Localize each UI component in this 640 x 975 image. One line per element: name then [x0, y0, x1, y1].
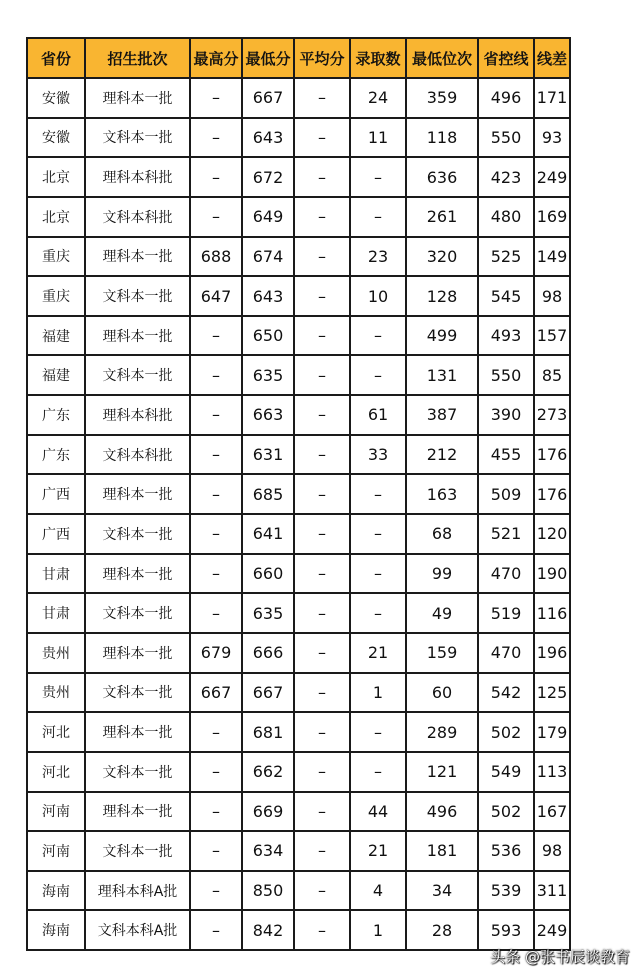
cell-control-line: 550	[478, 355, 534, 395]
cell-min-rank: 163	[406, 474, 478, 514]
cell-batch: 文科本科批	[85, 435, 190, 475]
cell-line-diff: 179	[534, 712, 570, 752]
cell-min-score: 663	[242, 395, 294, 435]
cell-avg-score: –	[294, 395, 350, 435]
cell-max-score: –	[190, 435, 242, 475]
cell-min-rank: 118	[406, 118, 478, 158]
cell-province: 河南	[27, 831, 85, 871]
header-province: 省份	[27, 38, 85, 78]
cell-avg-score: –	[294, 514, 350, 554]
cell-line-diff: 171	[534, 78, 570, 118]
cell-batch: 文科本一批	[85, 276, 190, 316]
cell-avg-score: –	[294, 554, 350, 594]
cell-batch: 文科本一批	[85, 355, 190, 395]
cell-admitted-count: –	[350, 554, 406, 594]
cell-min-score: 662	[242, 752, 294, 792]
cell-min-rank: 99	[406, 554, 478, 594]
cell-avg-score: –	[294, 752, 350, 792]
cell-line-diff: 85	[534, 355, 570, 395]
cell-max-score: –	[190, 871, 242, 911]
cell-line-diff: 273	[534, 395, 570, 435]
cell-min-score: 641	[242, 514, 294, 554]
cell-avg-score: –	[294, 435, 350, 475]
cell-province: 贵州	[27, 673, 85, 713]
cell-max-score: –	[190, 831, 242, 871]
cell-min-score: 649	[242, 197, 294, 237]
table-row	[27, 712, 570, 752]
cell-max-score: –	[190, 395, 242, 435]
cell-control-line: 539	[478, 871, 534, 911]
cell-min-rank: 121	[406, 752, 478, 792]
cell-admitted-count: 44	[350, 792, 406, 832]
table-row	[27, 633, 570, 673]
cell-max-score: –	[190, 752, 242, 792]
cell-max-score: –	[190, 118, 242, 158]
cell-min-rank: 34	[406, 871, 478, 911]
cell-avg-score: –	[294, 871, 350, 911]
table-row	[27, 910, 570, 950]
cell-admitted-count: 24	[350, 78, 406, 118]
cell-min-rank: 181	[406, 831, 478, 871]
cell-province: 河南	[27, 792, 85, 832]
cell-min-score: 672	[242, 157, 294, 197]
cell-line-diff: 311	[534, 871, 570, 911]
cell-min-rank: 289	[406, 712, 478, 752]
cell-batch: 文科本一批	[85, 593, 190, 633]
cell-avg-score: –	[294, 474, 350, 514]
admissions-table	[26, 37, 571, 951]
cell-admitted-count: 4	[350, 871, 406, 911]
cell-line-diff: 167	[534, 792, 570, 832]
cell-min-rank: 212	[406, 435, 478, 475]
cell-batch: 理科本一批	[85, 316, 190, 356]
cell-max-score: –	[190, 910, 242, 950]
header-max-score: 最高分	[190, 38, 242, 78]
cell-line-diff: 196	[534, 633, 570, 673]
cell-min-rank: 499	[406, 316, 478, 356]
table-row	[27, 237, 570, 277]
cell-min-score: 634	[242, 831, 294, 871]
header-batch: 招生批次	[85, 38, 190, 78]
cell-province: 贵州	[27, 633, 85, 673]
cell-admitted-count: 21	[350, 633, 406, 673]
cell-max-score: –	[190, 593, 242, 633]
cell-control-line: 519	[478, 593, 534, 633]
cell-batch: 理科本科批	[85, 395, 190, 435]
cell-max-score: 679	[190, 633, 242, 673]
cell-line-diff: 113	[534, 752, 570, 792]
cell-min-rank: 387	[406, 395, 478, 435]
cell-control-line: 390	[478, 395, 534, 435]
table-row	[27, 118, 570, 158]
cell-admitted-count: –	[350, 593, 406, 633]
table-row	[27, 514, 570, 554]
cell-avg-score: –	[294, 910, 350, 950]
table-row	[27, 395, 570, 435]
table-row	[27, 78, 570, 118]
cell-control-line: 502	[478, 712, 534, 752]
table-row	[27, 831, 570, 871]
cell-max-score: 688	[190, 237, 242, 277]
cell-min-rank: 28	[406, 910, 478, 950]
cell-batch: 文科本一批	[85, 673, 190, 713]
table-body	[27, 78, 570, 950]
cell-admitted-count: –	[350, 316, 406, 356]
cell-avg-score: –	[294, 276, 350, 316]
cell-line-diff: 249	[534, 910, 570, 950]
header-control-line: 省控线	[478, 38, 534, 78]
cell-admitted-count: 11	[350, 118, 406, 158]
cell-min-rank: 261	[406, 197, 478, 237]
cell-max-score: –	[190, 316, 242, 356]
cell-max-score: –	[190, 514, 242, 554]
cell-admitted-count: 23	[350, 237, 406, 277]
cell-line-diff: 176	[534, 435, 570, 475]
cell-batch: 文科本一批	[85, 514, 190, 554]
cell-line-diff: 93	[534, 118, 570, 158]
cell-province: 重庆	[27, 276, 85, 316]
cell-admitted-count: –	[350, 474, 406, 514]
table-row	[27, 355, 570, 395]
cell-control-line: 423	[478, 157, 534, 197]
cell-admitted-count: 10	[350, 276, 406, 316]
cell-min-score: 667	[242, 673, 294, 713]
cell-max-score: –	[190, 792, 242, 832]
cell-admitted-count: 1	[350, 910, 406, 950]
cell-control-line: 470	[478, 633, 534, 673]
table-row	[27, 673, 570, 713]
cell-control-line: 493	[478, 316, 534, 356]
cell-avg-score: –	[294, 831, 350, 871]
cell-min-score: 643	[242, 276, 294, 316]
cell-control-line: 549	[478, 752, 534, 792]
table-row	[27, 554, 570, 594]
table-row	[27, 752, 570, 792]
cell-line-diff: 98	[534, 276, 570, 316]
cell-batch: 理科本一批	[85, 237, 190, 277]
cell-min-rank: 496	[406, 792, 478, 832]
cell-control-line: 480	[478, 197, 534, 237]
cell-province: 北京	[27, 157, 85, 197]
cell-batch: 文科本一批	[85, 831, 190, 871]
cell-admitted-count: –	[350, 752, 406, 792]
header-row	[27, 38, 570, 78]
cell-control-line: 593	[478, 910, 534, 950]
table-row	[27, 474, 570, 514]
cell-avg-score: –	[294, 633, 350, 673]
cell-province: 福建	[27, 316, 85, 356]
cell-min-score: 660	[242, 554, 294, 594]
cell-province: 海南	[27, 871, 85, 911]
cell-control-line: 470	[478, 554, 534, 594]
cell-province: 广东	[27, 395, 85, 435]
cell-min-rank: 60	[406, 673, 478, 713]
cell-line-diff: 125	[534, 673, 570, 713]
cell-province: 甘肃	[27, 593, 85, 633]
header-admitted-count: 录取数	[350, 38, 406, 78]
cell-min-score: 666	[242, 633, 294, 673]
cell-province: 福建	[27, 355, 85, 395]
cell-avg-score: –	[294, 157, 350, 197]
table-row	[27, 276, 570, 316]
table-row	[27, 157, 570, 197]
cell-avg-score: –	[294, 118, 350, 158]
cell-avg-score: –	[294, 712, 350, 752]
cell-control-line: 542	[478, 673, 534, 713]
cell-admitted-count: 1	[350, 673, 406, 713]
cell-line-diff: 190	[534, 554, 570, 594]
cell-batch: 理科本一批	[85, 792, 190, 832]
cell-min-rank: 49	[406, 593, 478, 633]
cell-max-score: –	[190, 712, 242, 752]
cell-min-score: 643	[242, 118, 294, 158]
cell-line-diff: 169	[534, 197, 570, 237]
cell-batch: 理科本一批	[85, 554, 190, 594]
cell-control-line: 536	[478, 831, 534, 871]
cell-batch: 理科本一批	[85, 712, 190, 752]
cell-avg-score: –	[294, 792, 350, 832]
table-row	[27, 871, 570, 911]
cell-province: 河北	[27, 752, 85, 792]
cell-batch: 理科本一批	[85, 633, 190, 673]
cell-province: 广东	[27, 435, 85, 475]
cell-min-rank: 320	[406, 237, 478, 277]
cell-line-diff: 116	[534, 593, 570, 633]
cell-avg-score: –	[294, 593, 350, 633]
cell-max-score: –	[190, 474, 242, 514]
cell-line-diff: 176	[534, 474, 570, 514]
cell-batch: 文科本科批	[85, 197, 190, 237]
table-row	[27, 792, 570, 832]
cell-avg-score: –	[294, 673, 350, 713]
cell-max-score: –	[190, 554, 242, 594]
cell-control-line: 521	[478, 514, 534, 554]
cell-avg-score: –	[294, 78, 350, 118]
cell-max-score: 667	[190, 673, 242, 713]
cell-admitted-count: –	[350, 712, 406, 752]
cell-admitted-count: 21	[350, 831, 406, 871]
cell-batch: 理科本一批	[85, 78, 190, 118]
cell-max-score: –	[190, 157, 242, 197]
cell-min-score: 685	[242, 474, 294, 514]
cell-province: 重庆	[27, 237, 85, 277]
cell-admitted-count: –	[350, 197, 406, 237]
cell-line-diff: 120	[534, 514, 570, 554]
cell-min-rank: 131	[406, 355, 478, 395]
cell-batch: 文科本科A批	[85, 910, 190, 950]
cell-line-diff: 157	[534, 316, 570, 356]
cell-min-score: 850	[242, 871, 294, 911]
cell-min-rank: 636	[406, 157, 478, 197]
cell-province: 甘肃	[27, 554, 85, 594]
header-min-rank: 最低位次	[406, 38, 478, 78]
cell-min-rank: 159	[406, 633, 478, 673]
cell-avg-score: –	[294, 237, 350, 277]
cell-batch: 文科本一批	[85, 118, 190, 158]
cell-province: 安徽	[27, 118, 85, 158]
cell-batch: 文科本一批	[85, 752, 190, 792]
cell-control-line: 509	[478, 474, 534, 514]
cell-province: 海南	[27, 910, 85, 950]
cell-control-line: 545	[478, 276, 534, 316]
header-line-diff: 线差	[534, 38, 570, 78]
cell-min-rank: 68	[406, 514, 478, 554]
cell-line-diff: 249	[534, 157, 570, 197]
cell-min-score: 842	[242, 910, 294, 950]
cell-control-line: 550	[478, 118, 534, 158]
cell-province: 广西	[27, 474, 85, 514]
cell-province: 河北	[27, 712, 85, 752]
cell-admitted-count: –	[350, 355, 406, 395]
cell-min-score: 667	[242, 78, 294, 118]
table-row	[27, 197, 570, 237]
header-min-score: 最低分	[242, 38, 294, 78]
cell-province: 安徽	[27, 78, 85, 118]
cell-min-rank: 128	[406, 276, 478, 316]
cell-control-line: 455	[478, 435, 534, 475]
cell-max-score: –	[190, 197, 242, 237]
cell-control-line: 502	[478, 792, 534, 832]
cell-admitted-count: 33	[350, 435, 406, 475]
cell-min-score: 681	[242, 712, 294, 752]
cell-batch: 理科本科A批	[85, 871, 190, 911]
cell-province: 广西	[27, 514, 85, 554]
cell-min-rank: 359	[406, 78, 478, 118]
cell-province: 北京	[27, 197, 85, 237]
cell-avg-score: –	[294, 355, 350, 395]
header-avg-score: 平均分	[294, 38, 350, 78]
cell-line-diff: 149	[534, 237, 570, 277]
table-row	[27, 316, 570, 356]
cell-admitted-count: –	[350, 157, 406, 197]
cell-min-score: 635	[242, 593, 294, 633]
cell-control-line: 496	[478, 78, 534, 118]
cell-avg-score: –	[294, 316, 350, 356]
table-row	[27, 593, 570, 633]
cell-min-score: 650	[242, 316, 294, 356]
cell-admitted-count: 61	[350, 395, 406, 435]
cell-max-score: –	[190, 78, 242, 118]
cell-min-score: 674	[242, 237, 294, 277]
cell-batch: 理科本科批	[85, 157, 190, 197]
cell-line-diff: 98	[534, 831, 570, 871]
cell-min-score: 635	[242, 355, 294, 395]
cell-max-score: 647	[190, 276, 242, 316]
cell-admitted-count: –	[350, 514, 406, 554]
watermark: 头条 @张书辰谈教育	[490, 948, 630, 966]
cell-max-score: –	[190, 355, 242, 395]
cell-control-line: 525	[478, 237, 534, 277]
cell-min-score: 669	[242, 792, 294, 832]
cell-avg-score: –	[294, 197, 350, 237]
table-row	[27, 435, 570, 475]
cell-min-score: 631	[242, 435, 294, 475]
cell-batch: 理科本一批	[85, 474, 190, 514]
